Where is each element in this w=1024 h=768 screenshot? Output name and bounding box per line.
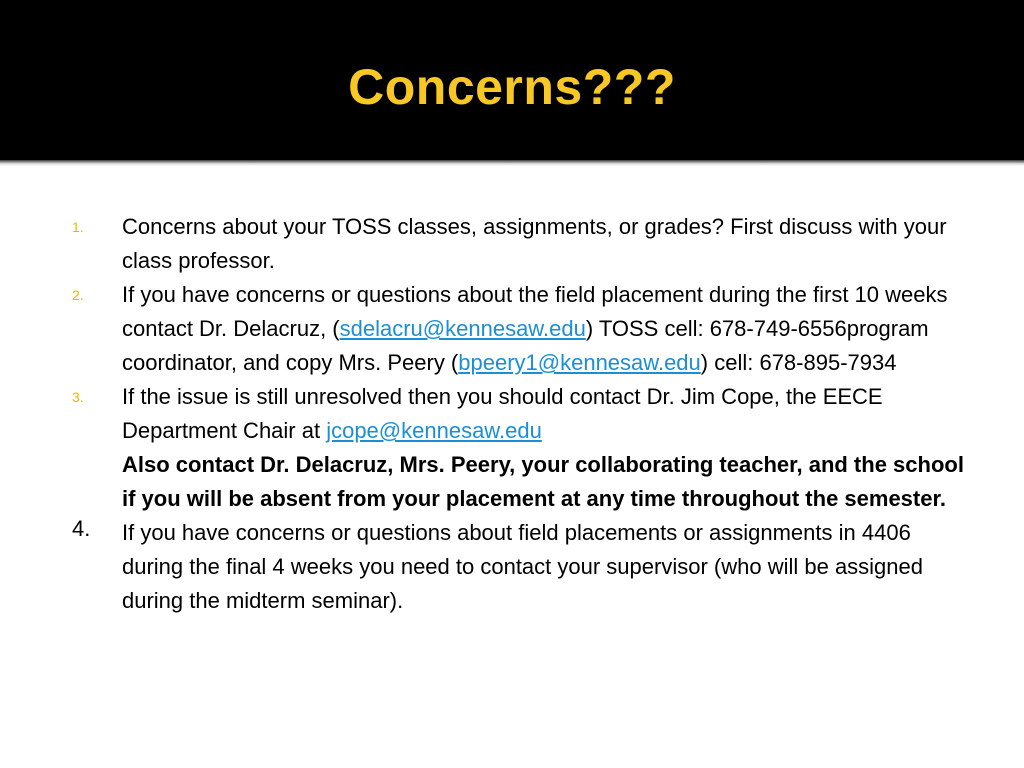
- list-text-2: [122, 278, 972, 380]
- header-divider: [0, 160, 1024, 166]
- list-text-2-part-2: ) TOSS cell: 678-749-6556program coordinator, and copy Mrs. Peery (: [122, 316, 929, 375]
- list-item-2: [72, 278, 972, 380]
- peery-email-link[interactable]: bpeery1@kennesaw.edu: [458, 350, 701, 375]
- cope-email-link[interactable]: jcope@kennesaw.edu: [326, 418, 542, 443]
- slide-title: Concerns???: [348, 59, 676, 115]
- list-text-2-part-1: If you have concerns or questions about the field placement during the first 10 weeks contact Dr. Delacruz, (: [122, 282, 948, 341]
- list-item-3: [72, 380, 972, 516]
- delacruz-email-link[interactable]: sdelacru@kennesaw.edu: [339, 316, 586, 341]
- list-number-1: 1.: [72, 219, 84, 235]
- list-text-3: [122, 380, 972, 516]
- list-item-1: [72, 210, 972, 278]
- list-text-2-part-3: ) cell: 678-895-7934: [700, 350, 897, 375]
- list-number-3: 3.: [72, 389, 84, 405]
- list-text-1: Concerns about your TOSS classes, assignments, or grades? First discuss with your class professor.: [122, 214, 947, 273]
- list-number-2: 2.: [72, 287, 84, 303]
- list-item-4: [72, 516, 972, 618]
- list-text-4: If you have concerns or questions about field placements or assignments in 4406 during the final 4 weeks you need to contact your supervisor (who will be assigned during the midterm seminar).: [122, 520, 924, 613]
- absence-notice: Also contact Dr. Delacruz, Mrs. Peery, your collaborating teacher, and the school if you will be absent from your placement at any time throughout the semester.: [122, 452, 964, 511]
- list-text-3-part-1: If the issue is still unresolved then you should contact Dr. Jim Cope, the EECE Department Chair at: [122, 384, 883, 443]
- numbered-list: [72, 210, 972, 618]
- list-number-4: 4.: [72, 516, 91, 541]
